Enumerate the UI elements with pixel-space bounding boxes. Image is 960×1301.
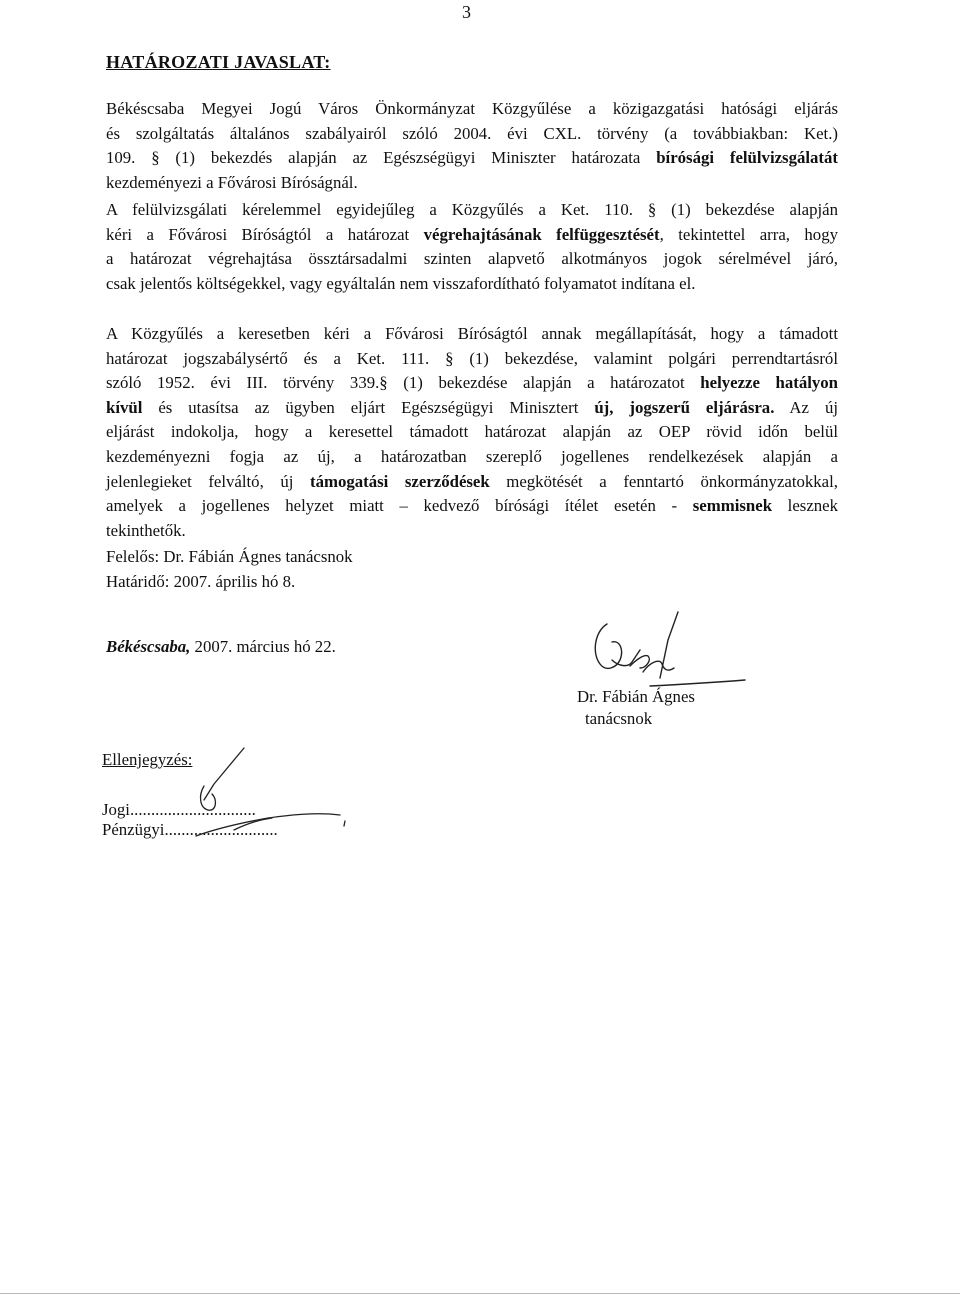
finance-countersign-line: Pénzügyi........................... [102,820,278,839]
text-span: jelenlegieket felváltó, új [106,471,310,491]
text-span: megkötését a fenntartó önkormányzatokkal, [489,471,838,491]
page-bottom-divider [0,1293,960,1294]
page-number: 3 [462,2,471,22]
paragraph-line: kezdeményezi a Fővárosi Bíróságnál. [106,172,358,192]
paragraph-line: kezdeményezni fogja az új, a határozatban szereplő jogellenes rendelkezések alapján a [106,446,838,466]
signatory-role: tanácsnok [585,709,653,728]
paragraph-line: és szolgáltatás általános szabályairól szóló 2004. évi CXL. törvény (a továbbiakban: Ket.) [106,123,838,143]
bold-text: bírósági felülvizsgálatát [656,148,838,168]
date-place: Békéscsaba, [106,637,191,656]
bold-text: új, jogszerű eljárásra. [594,397,775,417]
bold-text: végrehajtásának felfüggesztését [423,224,660,244]
bold-text: kívül [106,397,143,417]
date-text: 2007. március hó 22. [190,637,336,656]
bold-text: helyezze hatályon [700,373,838,393]
countersign-label: Ellenjegyzés: [102,750,193,769]
text-span: lesznek [772,496,838,516]
text-span: Az új [774,397,838,417]
bold-text: támogatási szerződések [310,471,490,491]
responsible-line: Felelős: Dr. Fábián Ágnes tanácsnok [106,547,353,566]
signatory-name: Dr. Fábián Ágnes [577,687,695,706]
paragraph-line: A Közgyűlés a keresetben kéri a Fővárosi Bíróságtól annak megállapítását, hogy a támadott [106,324,838,343]
paragraph-line: A felülvizsgálati kérelemmel egyidejűleg a Közgyűlés a Ket. 110. § (1) bekezdése alapján [106,200,838,219]
paragraph-line: a határozat végrehajtása össztársadalmi szinten alapvető alkotmányos jogok sérelmével járó, [106,249,838,269]
text-span: szóló 1952. évi III. törvény 339.§ (1) bekezdése alapján a határozatot [106,373,701,393]
text-span: amelyek a jogellenes helyzet miatt – kedvező bírósági ítélet esetén - [106,496,693,516]
paragraph-line: határozat jogszabálysértő és a Ket. 111. § (1) bekezdése, valamint polgári perrendtartásról [106,348,838,368]
bold-text: semmisnek [692,496,773,516]
legal-countersign-line: Jogi.............................. [102,800,256,819]
paragraph-line: csak jelentős költségekkel, vagy egyáltalán nem visszafordítható folyamatot indítana el. [106,273,696,293]
text-span: , tekintettel arra, hogy [659,224,838,244]
paragraph-line: tekinthetők. [106,520,186,540]
paragraph-line: eljárást indokolja, hogy a keresettel támadott határozat alapján az OEP rövid időn belül [106,422,838,442]
text-span: és utasítsa az ügyben eljárt Egészségügyi Minisztert [142,397,595,417]
paragraph-line: Békéscsaba Megyei Jogú Város Önkormányzat Közgyűlése a közigazgatási hatósági eljárás [106,99,838,118]
deadline-line: Határidő: 2007. április hó 8. [106,571,296,591]
page-title: HATÁROZATI JAVASLAT: [106,52,331,72]
text-span: kéri a Fővárosi Bíróságtól a határozat [106,224,424,244]
text-span: 109. § (1) bekezdés alapján az Egészségügyi Miniszter határozata [106,148,657,168]
